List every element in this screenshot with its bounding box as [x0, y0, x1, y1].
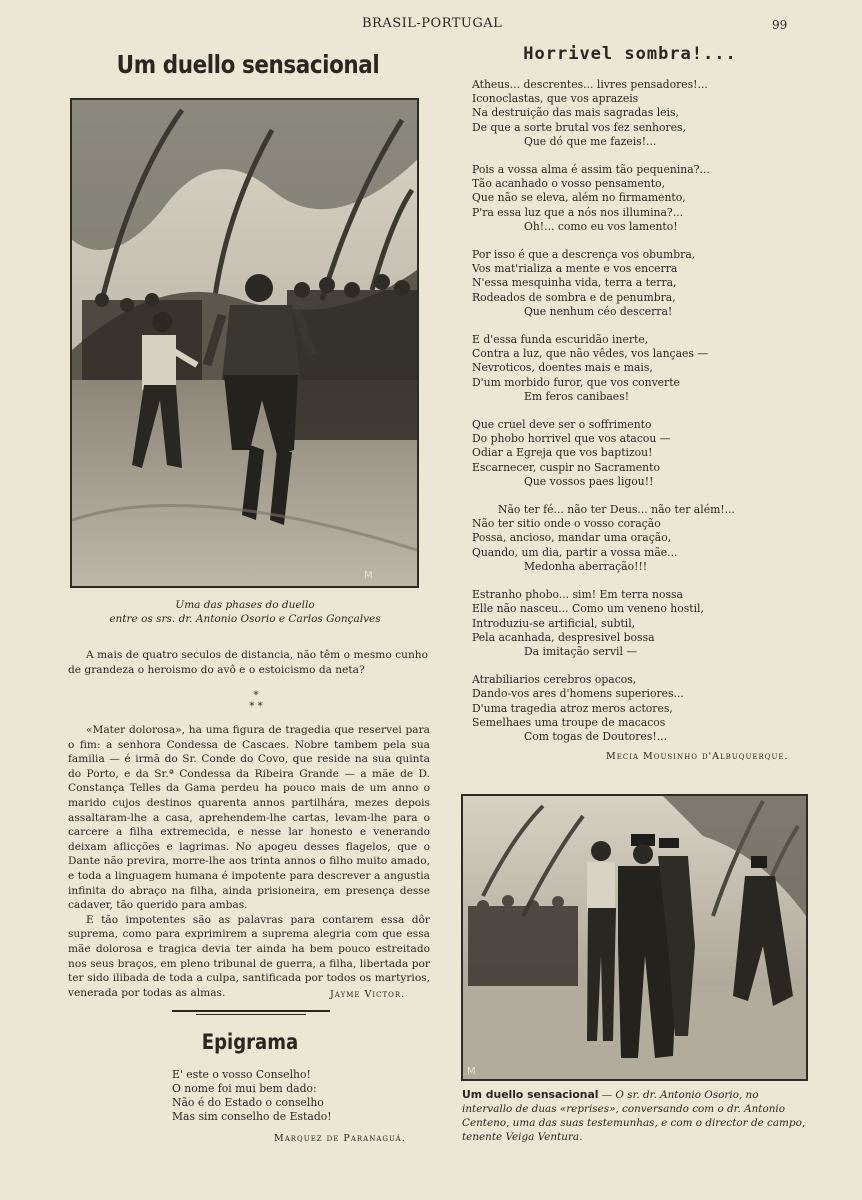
poem-author: Mecia Mousinho d'Albuquerque. [606, 751, 789, 762]
poem-line: Que vossos paes ligou!! [524, 474, 654, 488]
poem-line: Medonha aberração!!! [524, 559, 648, 573]
article-paragraph-3: E tão impotentes são as palavras para contarem essa dôr suprema, como para exprimirem a suprema alegria com que essa mãe dolorosa e tragica devia ter ainda ha bem pouco estreitado nos seus braços, em pleno tribunal de guerra, a filha, libertada por ter sido ilibada de toda a culpa, santificada por todos os martyrios, venerada por todas as almas. [68, 913, 430, 999]
poem-stanza [472, 588, 802, 659]
poem-line: Não ter sitio onde o vosso coração [472, 517, 661, 531]
poem-stanza [472, 248, 802, 319]
divider-rule [172, 1010, 330, 1012]
epigram-title: Epigrama [201, 1030, 299, 1054]
divider-rule-thin [196, 1014, 306, 1015]
poem-line: Elle não nasceu... Como um veneno hostil, [472, 602, 704, 616]
poem-line: Em feros canibaes! [524, 389, 630, 403]
poem-line: Que dó que me fazeis!... [524, 134, 657, 148]
poem-stanza [472, 163, 802, 234]
poem-line: Pela acanhada, despresivel bossa [472, 630, 655, 644]
poem-line: Da imitação servil — [524, 644, 638, 658]
article-body [68, 723, 430, 1000]
poem-line: Por isso é que a descrença vos obumbra, [472, 248, 696, 262]
poem-line: Pois a vossa alma é assim tão pequenina?... [472, 163, 710, 177]
poem-title: Horrivel sombra!... [523, 44, 737, 64]
poem-line: E d'essa funda escuridão inerte, [472, 333, 649, 347]
poem-line: P'ra essa luz que a nós nos illumina?... [472, 205, 684, 219]
section-separator-stars: * * * [249, 690, 263, 712]
poem-stanza [472, 418, 802, 489]
epigram-author: Marquez de Paranaguá. [274, 1133, 406, 1144]
photo2-monogram: M [467, 1066, 476, 1077]
poem-stanza [472, 333, 802, 404]
poem-line: Semelhaes uma troupe de macacos [472, 715, 666, 729]
poem-line: Com togas de Doutores!... [524, 729, 668, 743]
article-title: Um duello sensacional [116, 50, 380, 79]
poem-line: Introduziu-se artificial, subtil, [472, 616, 636, 630]
page-header [0, 16, 862, 38]
running-title: BRASIL-PORTUGAL [362, 16, 503, 31]
poem-line: Contra a luz, que não vêdes, vos lançaes — [472, 347, 709, 361]
duel-photo-2 [461, 794, 808, 1081]
poem-line: Que cruel deve ser o soffrimento [472, 418, 652, 432]
poem-line: Odiar a Egreja que vos baptizou! [472, 446, 653, 460]
page-number: 99 [772, 18, 788, 32]
photo2-caption-title: Um duello sensacional [462, 1088, 599, 1101]
poem-line: Iconoclastas, que vos aprazeis [472, 92, 639, 106]
photo2-caption [462, 1088, 807, 1144]
photo1-caption [70, 598, 420, 626]
poem-line: Que nenhum céo descerra! [524, 304, 673, 318]
poem-line: Oh!... como eu vos lamento! [524, 219, 678, 233]
article-paragraph-2: «Mater dolorosa», ha uma figura de tragedia que reservei para o fim: a senhora Condessa de Cascaes. Nobre tambem pela sua familia — é irmã do Sr. Conde do Covo, que reside na sua quinta do Porto, e da Sr.ª Condessa da Ribeira Grande — a mãe de D. Constança Telles da Gama perdeu ha pouco mais de um anno o marido cujos destinos quarenta annos partilhára, mezes depois assaltaram-lhe a casa, aprehendem-lhe cartas, levam-lhe para o carcere a filha extremecida, e nesse lar honesto e venerando deixam aflicções e lagrimas. No apogeu desses flagelos, que o Dante não previra, morre-lhe aos trinta annos o filho muito amado, e toda a linguagem humana é impotente para descrever a angustia infinita do abraço na filha, ainda prisioneira, em presença desse cadaver, tão querido para ambas. [68, 724, 430, 912]
poem-line: Tão acanhado o vosso pensamento, [472, 177, 665, 191]
poem-body [472, 78, 802, 758]
poem-line: Que não se eleva, além no firmamento, [472, 191, 686, 205]
poem-stanza [472, 673, 802, 744]
poem-line: Nevroticos, doentes mais e mais, [472, 361, 653, 375]
poem-line: Possa, ancioso, mandar uma oração, [472, 531, 672, 545]
poem-line: Escarnecer, cuspir no Sacramento [472, 460, 660, 474]
poem-line: Rodeados de sombra e de penumbra, [472, 290, 676, 304]
photo1-caption-line2: entre os srs. dr. Antonio Osorio e Carlos Gonçalves [109, 613, 381, 625]
photo1-caption-line1: Uma das phases do duello [175, 599, 315, 611]
article-author: Jayme Victor. [330, 989, 406, 1000]
poem-stanza [472, 503, 802, 574]
poem-line: Atrabiliarios cerebros opacos, [472, 673, 637, 687]
epigram-body: E' este o vosso Conselho! O nome foi mui bem dado: Não é do Estado o conselho Mas sim conselho de Estado! [172, 1068, 332, 1123]
poem-line: Na destruição das mais sagradas leis, [472, 106, 679, 120]
poem-line: Quando, um dia, partir a vossa mãe... [472, 545, 678, 559]
article-paragraph-1: A mais de quatro seculos de distancia, não têm o mesmo cunho de grandeza o heroismo do avô e o estoicismo da neta? [68, 649, 428, 676]
poem-line: Vos mat'rializa a mente e vos encerra [472, 262, 678, 276]
poem-line: De que a sorte brutal vos fez senhores, [472, 120, 687, 134]
poem-line: D'um morbido furor, que vos converte [472, 375, 680, 389]
photo1-monogram: M [364, 570, 373, 581]
duel-photo-1 [70, 98, 419, 588]
photo2-caption-text: — O sr. dr. Antonio Osorio, no intervallo de duas «reprises», conversando com o dr. Antonio Centeno, uma das suas testemunhas, e com o director de campo, tenente Veiga Ventura. [462, 1089, 806, 1143]
poem-line: N'essa mesquinha vida, terra a terra, [472, 276, 677, 290]
poem-line: Estranho phobo... sim! Em terra nossa [472, 588, 683, 602]
poem-line: Do phobo horrivel que vos atacou — [472, 432, 671, 446]
poem-stanza [472, 78, 802, 149]
poem-line: D'uma tragedia atroz meros actores, [472, 701, 673, 715]
poem-line: Dando-vos ares d'homens superiores... [472, 687, 684, 701]
poem-line: Atheus... descrentes... livres pensadores!... [472, 78, 708, 91]
poem-line: Não ter fé... não ter Deus... não ter além!... [498, 503, 735, 517]
